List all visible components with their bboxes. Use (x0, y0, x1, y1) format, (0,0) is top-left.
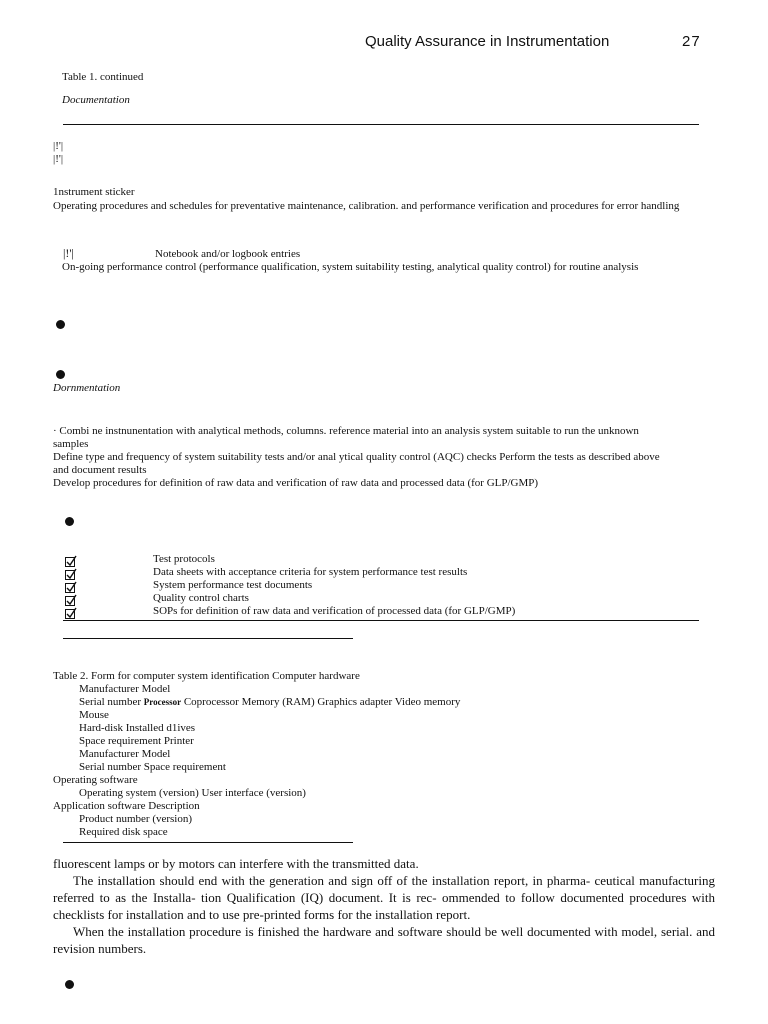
glyph-mark: |!'| (53, 140, 64, 152)
table2-hardware-row: Manufacturer Model (79, 748, 171, 760)
running-header-title: Quality Assurance in Instrumentation (365, 33, 610, 50)
table2-hardware-row: Mouse (79, 709, 109, 721)
processor-label: Processor (143, 697, 182, 707)
checklist-item: Quality control charts (153, 592, 249, 604)
combine-text: · Combi ne instnunentation with analytical methods, columns. reference material into an analysis system suitable to run the unknown samples (53, 425, 639, 450)
serial-number-label: Serial number (79, 696, 144, 708)
ongoing-control-text: On-going performance control (performance qualification, system suitability testing, analytical quality control) for routine analysis (62, 261, 639, 273)
table1-section-label: Documentation (62, 94, 130, 106)
hardware-components-label: Coprocessor Memory (RAM) Graphics adapter Video memory (181, 696, 461, 708)
instrument-sticker-text: 1nstrument sticker (53, 186, 135, 198)
checklist-item: Data sheets with acceptance criteria for system performance test results (153, 566, 468, 578)
table2-caption: Table 2. Form for computer system identification Computer hardware (53, 670, 360, 682)
bullet-dot (65, 980, 74, 989)
checkbox-checked-icon (65, 596, 75, 606)
body-paragraph: The installation should end with the generation and sign off of the installation report, in pharma- ceutical manufacturing referred to as the Installa- tion Qualification (IQ) document. It is rec- ommended to follow documented procedures with checklists for installation and to use pre-printed forms for the installation report. (53, 873, 715, 922)
page-number: 27 (682, 33, 701, 50)
body-paragraph: When the installation procedure is finished the hardware and software should be well documented with model, serial. and revision numbers. (53, 924, 715, 956)
bullet-dot (56, 320, 65, 329)
table1-caption: Table 1. continued (62, 71, 144, 83)
table1-section-label-2: Dornmentation (53, 382, 121, 394)
table2-hardware-row: Space requirement Printer (79, 735, 194, 747)
table2-app-row: Product number (version) (79, 813, 193, 825)
checkbox-checked-icon (65, 583, 75, 593)
glyph-mark: |!'| (53, 153, 64, 165)
bullet-dot (65, 517, 74, 526)
table-separator-rule (63, 638, 353, 639)
checkbox-checked-icon (65, 570, 75, 580)
body-paragraph: fluorescent lamps or by motors can interfere with the transmitted data. (53, 856, 419, 871)
checklist-item: Test protocols (153, 553, 215, 565)
operating-procedures-text: Operating procedures and schedules for preventative maintenance, calibration. and performance verification and procedures for error handling (53, 200, 680, 212)
table2-hardware-row (79, 696, 460, 709)
table2-bottom-rule (63, 842, 353, 843)
checkbox-checked-icon (65, 609, 75, 619)
define-text: Define type and frequency of system suitability tests and/or anal ytical quality control (AQC) checks Perform the tests as described above and document results (53, 451, 660, 476)
table2-hardware-row: Serial number Space requirement (79, 761, 226, 773)
notebook-entries-text: Notebook and/or logbook entries (155, 248, 301, 260)
table1-top-rule (63, 124, 699, 125)
table2-app-row: Required disk space (79, 826, 168, 838)
develop-text: Develop procedures for definition of raw data and verification of raw data and processed data (for GLP/GMP) (53, 477, 539, 489)
table1-bottom-rule (63, 620, 699, 621)
checklist-item: System performance test documents (153, 579, 313, 591)
checkbox-checked-icon (65, 557, 75, 567)
checklist-item: SOPs for definition of raw data and verification of processed data (for GLP/GMP) (153, 605, 516, 617)
glyph-mark: |!'| (63, 246, 74, 260)
table2-hardware-row: Hard-disk Installed d1ives (79, 722, 196, 734)
table2-os-heading: Operating software (53, 774, 138, 786)
bullet-dot (56, 370, 65, 379)
table2-os-row: Operating system (version) User interface (version) (79, 787, 306, 799)
table2-hardware-row: Manufacturer Model (79, 683, 171, 695)
table2-app-heading: Application software Description (53, 800, 200, 812)
